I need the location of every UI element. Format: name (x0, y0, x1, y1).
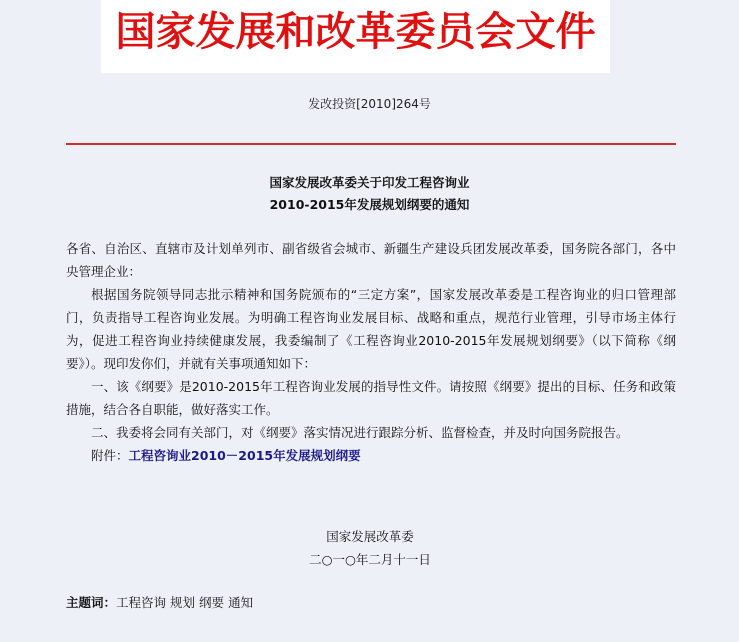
item-two-paragraph (66, 421, 676, 444)
attachment-label: 附件： (91, 448, 129, 463)
attachment-link[interactable]: 工程咨询业2010－2015年发展规划纲要 (128, 448, 361, 463)
attachment-line (66, 444, 676, 467)
signature-date: 二○一○年二月十一日 (309, 552, 431, 567)
keywords-label: 主题词： (66, 595, 117, 610)
attachment-paragraph (66, 444, 676, 467)
document-title-line2: 2010-2015年发展规划纲要的通知 (269, 197, 470, 212)
keyword-item: 通知 (228, 595, 254, 610)
keyword-item: 工程咨询 (116, 595, 167, 610)
address-text: 各省、自治区、直辖市及计划单列市、副省级省会城市、新疆生产建设兵团发展改革委，国务院各部门，各中央管理企业： (66, 241, 676, 279)
address-paragraph (66, 237, 676, 283)
item-two-text: 二、我委将会同有关部门，对《纲要》落实情况进行跟踪分析、监督检查，并及时向国务院报告。 (91, 425, 629, 440)
header-title: 国家发展和改革委员会文件 (115, 8, 596, 55)
red-divider (66, 143, 676, 145)
main-text: 根据国务院领导同志批示精神和国务院颁布的“三定方案”，国家发展改革委是工程咨询业的归口管理部门，负责指导工程咨询业发展。为明确工程咨询业发展目标、战略和重点，规范行业管理，引导市场主体行为，促进工程咨询业持续健康发展，我委编制了《工程咨询业2010-2015年发展规划纲要》（以下简称《纲要》）。现印发你们，并就有关事项通知如下： (66, 287, 676, 371)
header-banner (101, 0, 610, 73)
keywords-row (66, 594, 257, 612)
signature-org: 国家发展改革委 (326, 529, 414, 544)
item-one-text: 一、该《纲要》是2010-2015年工程咨询业发展的指导性文件。请按照《纲要》提出的目标、任务和政策措施，结合各自职能，做好落实工作。 (66, 379, 676, 417)
keyword-item: 纲要 (199, 595, 225, 610)
document-number: 发改投资[2010]264号 (308, 97, 431, 111)
document-title-line1: 国家发展改革委关于印发工程咨询业 (269, 175, 470, 190)
item-one-paragraph (66, 375, 676, 421)
keyword-item: 规划 (170, 595, 196, 610)
main-paragraph (66, 283, 676, 375)
